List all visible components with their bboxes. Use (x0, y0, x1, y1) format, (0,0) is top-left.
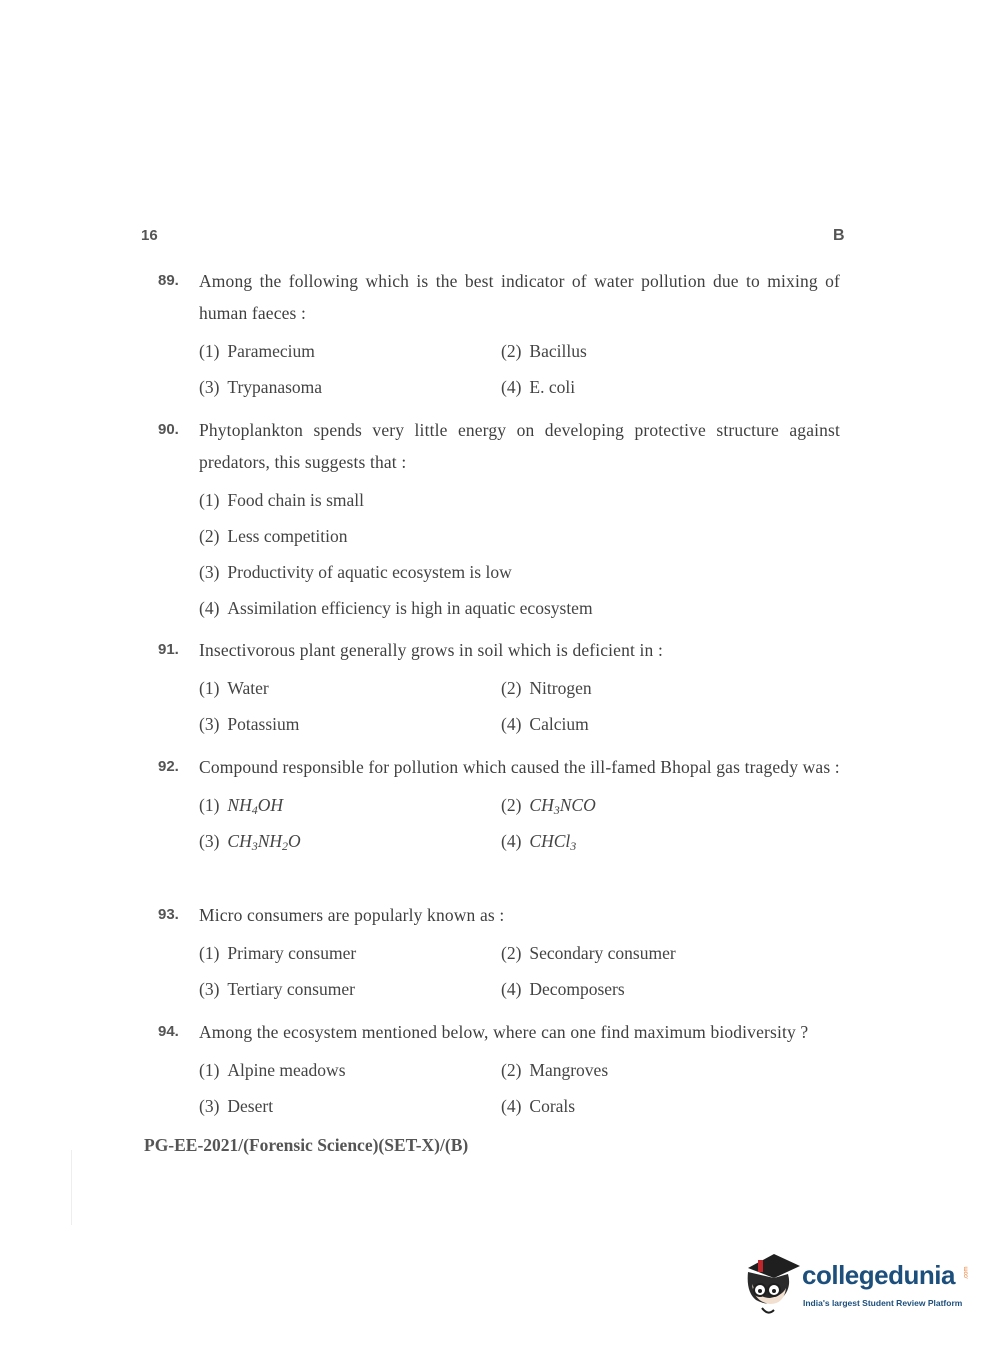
question-93 (158, 899, 840, 1007)
question-89 (158, 265, 840, 405)
option: (4) Corals (501, 1096, 576, 1116)
exam-code-footer: PG-EE-2021/(Forensic Science)(SET-X)/(B) (144, 1135, 469, 1155)
option: (4) Decomposers (501, 979, 625, 999)
options (199, 787, 840, 859)
option: (1) $NH_4OH$ (199, 795, 283, 817)
option: (1) Water (199, 678, 269, 698)
logo-com: .com (963, 1266, 970, 1280)
option: (3) Desert (199, 1096, 274, 1116)
options (199, 670, 840, 742)
scan-artifact-line (71, 1150, 72, 1225)
options (199, 482, 840, 626)
option: (3) Trypanasoma (199, 377, 323, 397)
options (199, 333, 840, 405)
option: (3) Tertiary consumer (199, 979, 355, 999)
option: (2) Nitrogen (501, 678, 592, 698)
option: (3) $CH_3NH_2O$ (199, 831, 301, 853)
option: (1) Paramecium (199, 341, 315, 361)
question-number: 93. (158, 906, 179, 923)
question-text: Among the following which is the best indicator of water pollution due to mixing of human faeces : (199, 271, 840, 323)
question-91 (158, 634, 840, 742)
collegedunia-logo (742, 1250, 970, 1318)
option: (2) Bacillus (501, 341, 587, 361)
option: (2) Less competition (199, 526, 348, 546)
question-number: 92. (158, 758, 179, 775)
page-number: 16 (141, 227, 158, 244)
option: (3) Potassium (199, 714, 300, 734)
options (199, 1052, 840, 1124)
question-text: Insectivorous plant generally grows in soil which is deficient in : (199, 640, 663, 660)
option: (4) Assimilation efficiency is high in aquatic ecosystem (199, 598, 593, 618)
question-90 (158, 414, 840, 626)
option: (4) Calcium (501, 714, 589, 734)
question-number: 90. (158, 421, 179, 438)
question-text: Among the ecosystem mentioned below, where can one find maximum biodiversity ? (199, 1022, 809, 1042)
question-text: Compound responsible for pollution which caused the ill-famed Bhopal gas tragedy was : (199, 757, 840, 777)
logo-tagline: India's largest Student Review Platform (803, 1298, 963, 1308)
question-number: 89. (158, 272, 179, 289)
option: (3) Productivity of aquatic ecosystem is low (199, 562, 512, 582)
option: (4) CHCl$_3$ (501, 831, 577, 853)
mascot-icon (742, 1250, 800, 1318)
question-number: 91. (158, 641, 179, 658)
option: (1) Alpine meadows (199, 1060, 346, 1080)
logo-name: collegedunia (802, 1260, 955, 1290)
option: (1) Primary consumer (199, 943, 357, 963)
question-92 (158, 751, 840, 859)
option: (2) Mangroves (501, 1060, 609, 1080)
question-94 (158, 1016, 840, 1124)
formula-chcl3: CHCl$_3$ (529, 831, 577, 853)
set-letter: B (833, 227, 845, 244)
options (199, 935, 840, 1007)
option: (2) Secondary consumer (501, 943, 676, 963)
option: (2) $CH_3NCO$ (501, 795, 596, 817)
option: (4) E. coli (501, 377, 576, 397)
formula-nh4oh: $NH_4OH$ (227, 795, 283, 817)
formula-ch3nco: $CH_3NCO$ (529, 795, 596, 817)
formula-ch3nh2o: $CH_3NH_2O$ (227, 831, 301, 853)
question-number: 94. (158, 1023, 179, 1040)
option: (1) Food chain is small (199, 490, 364, 510)
question-text: Micro consumers are popularly known as : (199, 905, 505, 925)
question-text: Phytoplankton spends very little energy on developing protective structure against predators, this suggests that : (199, 420, 840, 472)
